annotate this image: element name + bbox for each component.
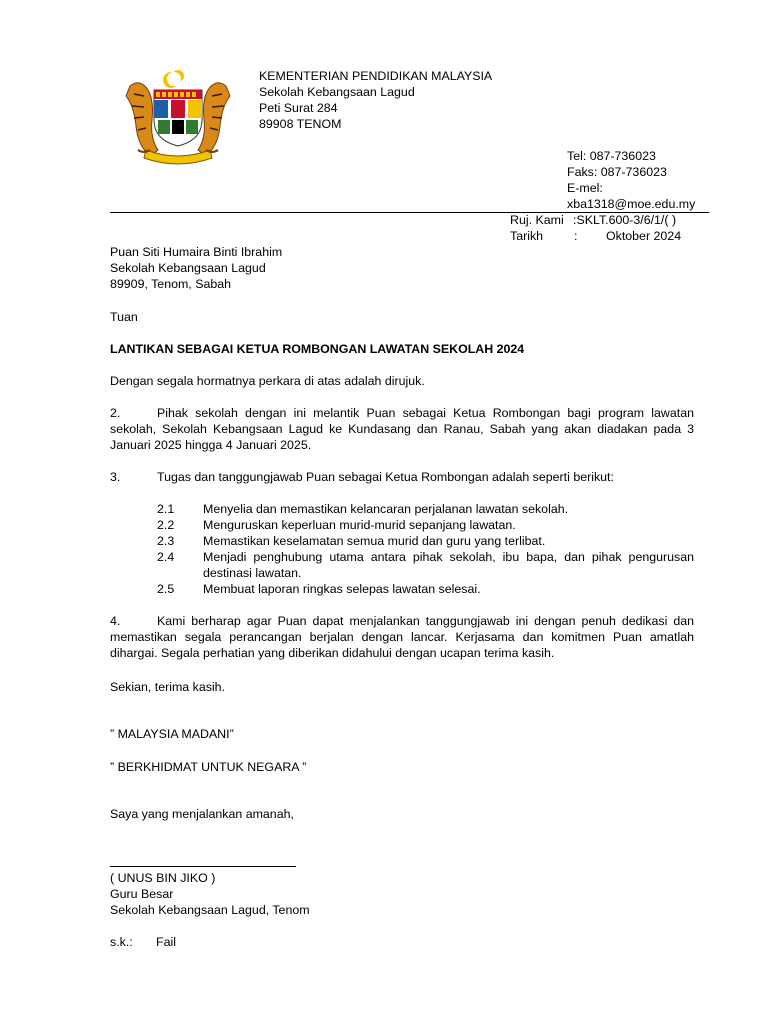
signatory-name: ( UNUS BIN JIKO ) [110, 871, 216, 885]
paragraph-3-number: 3. [110, 470, 121, 484]
signatory-block [110, 870, 310, 918]
date-label: Tarikh [510, 229, 544, 243]
date-value: Oktober 2024 [606, 229, 682, 243]
signature-line [110, 866, 296, 867]
paragraph-2 [110, 405, 694, 453]
recipient-address: 89909, Tenom, Sabah [110, 277, 232, 291]
trust-line: Saya yang menjalankan amanah, [110, 807, 294, 821]
intro-paragraph: Dengan segala hormatnya perkara di atas adalah dirujuk. [110, 374, 425, 388]
contact-block [567, 148, 695, 212]
paragraph-2-text: Pihak sekolah dengan ini melantik Puan sebagai Ketua Rombongan bagi program lawatan sekolah, Sekolah Kebangsaan Lagud ke Kundasang dan Ranau, Sabah yang akan diadakan pada 3 Januari 2025 hingga 4 Januari 2025. [110, 406, 694, 452]
ref-label: Ruj. Kami [510, 213, 564, 227]
signatory-school: Sekolah Kebangsaan Lagud, Tenom [110, 903, 310, 917]
po-box: Peti Surat 284 [259, 101, 338, 115]
fax: Faks: 087-736023 [567, 165, 667, 179]
signatory-title: Guru Besar [110, 887, 174, 901]
ref-value: :SKLT.600-3/6/1/( ) [573, 213, 677, 227]
paragraph-2-number: 2. [110, 406, 121, 420]
coat-of-arms-logo [116, 66, 240, 166]
slogan-berkhidmat: ” BERKHIDMAT UNTUK NEGARA ” [110, 760, 307, 774]
closing: Sekian, terima kasih. [110, 680, 226, 694]
recipient-name: Puan Siti Humaira Binti Ibrahim [110, 245, 283, 259]
salutation: Tuan [110, 310, 138, 324]
letterhead [259, 68, 492, 132]
cc-label: s.k.: [110, 935, 133, 949]
telephone: Tel: 087-736023 [567, 149, 656, 163]
reference-block [510, 212, 710, 244]
paragraph-3-text: Tugas dan tanggungjawab Puan sebagai Ketua Rombongan adalah seperti berikut: [157, 470, 614, 484]
email: xba1318@moe.edu.my [567, 197, 696, 211]
slogan-malaysia-madani: ” MALAYSIA MADANI” [110, 727, 234, 741]
postcode-city: 89908 TENOM [259, 117, 342, 131]
paragraph-4 [110, 613, 694, 661]
paragraph-3 [110, 469, 694, 485]
email-label: E-mel: [567, 181, 603, 195]
ministry-name: KEMENTERIAN PENDIDIKAN MALAYSIA [259, 69, 493, 83]
paragraph-4-text: Kami berharap agar Puan dapat menjalankan tanggungjawab ini dengan penuh dedikasi dan memastikan segala perancangan berjalan dengan lancar. Kerjasama dan komitmen Puan amatlah dihargai. Segala perhatian yang diberikan didahului dengan ucapan terima kasih. [110, 614, 694, 660]
date-colon: : [574, 229, 578, 243]
paragraph-4-number: 4. [110, 614, 121, 628]
subject-title: LANTIKAN SEBAGAI KETUA ROMBONGAN LAWATAN SEKOLAH 2024 [110, 342, 525, 356]
recipient-block [110, 244, 282, 292]
school-name: Sekolah Kebangsaan Lagud [259, 85, 415, 99]
cc-value: Fail [156, 935, 176, 949]
recipient-school: Sekolah Kebangsaan Lagud [110, 261, 266, 275]
